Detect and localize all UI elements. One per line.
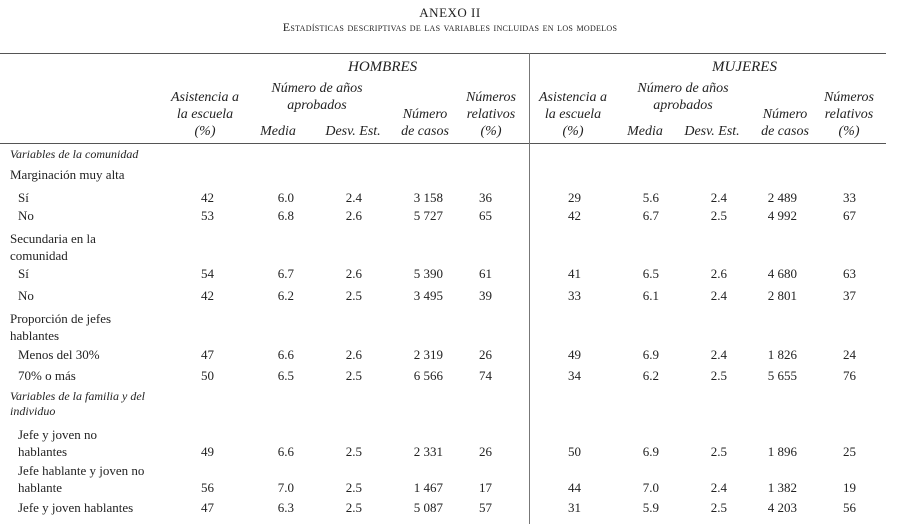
cell-h-3: 1 467 bbox=[413, 480, 443, 495]
cell-m-4: 56 bbox=[843, 500, 856, 515]
cell-m-0: 29 bbox=[568, 190, 581, 205]
cell-m-3: 5 655 bbox=[767, 368, 797, 383]
cell-h-0: 56 bbox=[201, 480, 214, 495]
row-label: No bbox=[18, 208, 34, 223]
cell-m-1: 6.9 bbox=[642, 347, 659, 362]
header-media-m: Media bbox=[627, 124, 663, 139]
cell-h-3: 5 087 bbox=[413, 500, 443, 515]
cell-h-3: 3 495 bbox=[413, 288, 443, 303]
section-comunidad: Variables de la comunidad bbox=[10, 147, 139, 161]
cell-m-1: 6.5 bbox=[642, 266, 659, 281]
cell-h-1: 6.2 bbox=[277, 288, 294, 303]
cell-m-1: 6.7 bbox=[642, 208, 659, 223]
cell-h-4: 36 bbox=[479, 190, 492, 205]
cell-m-2: 2.6 bbox=[710, 266, 727, 281]
header-casos-m: Número de casos bbox=[761, 107, 809, 139]
cell-m-4: 63 bbox=[843, 266, 856, 281]
section-familia: Variables de la familia y del individuo bbox=[10, 389, 145, 418]
header-casos-h: Número de casos bbox=[401, 107, 449, 139]
cell-m-3: 1 896 bbox=[767, 444, 797, 459]
cell-m-1: 5.9 bbox=[642, 500, 659, 515]
cell-m-1: 7.0 bbox=[642, 480, 659, 495]
cell-m-0: 50 bbox=[568, 444, 581, 459]
cell-m-4: 24 bbox=[843, 347, 856, 362]
cell-h-3: 2 331 bbox=[413, 444, 443, 459]
cell-h-2: 2.5 bbox=[345, 480, 362, 495]
row-label: Sí bbox=[18, 266, 29, 281]
cell-m-3: 1 382 bbox=[767, 480, 797, 495]
cell-h-4: 57 bbox=[479, 500, 492, 515]
group-mujeres: MUJERES bbox=[712, 59, 777, 75]
cell-h-1: 7.0 bbox=[277, 480, 294, 495]
cell-m-2: 2.4 bbox=[710, 480, 727, 495]
cell-h-3: 2 319 bbox=[413, 347, 443, 362]
label-marginacion: Marginación muy alta bbox=[10, 167, 125, 182]
cell-m-2: 2.5 bbox=[710, 500, 727, 515]
header-desv-h: Desv. Est. bbox=[325, 124, 381, 139]
row-label: Jefe hablante y joven no hablante bbox=[18, 463, 145, 495]
cell-m-3: 4 203 bbox=[767, 500, 797, 515]
label-proporcion: Proporción de jefes hablantes bbox=[10, 311, 112, 343]
header-media-h: Media bbox=[260, 124, 296, 139]
header-asistencia-m: Asistencia a la escuela (%) bbox=[538, 90, 608, 139]
header-relativos-h: Números relativos (%) bbox=[465, 90, 517, 139]
cell-m-3: 4 992 bbox=[767, 208, 797, 223]
cell-m-0: 34 bbox=[568, 368, 581, 383]
cell-m-2: 2.5 bbox=[710, 208, 727, 223]
header-relativos-m: Números relativos (%) bbox=[823, 90, 875, 139]
cell-h-0: 49 bbox=[201, 444, 214, 459]
cell-m-2: 2.5 bbox=[710, 444, 727, 459]
cell-h-0: 42 bbox=[201, 190, 214, 205]
cell-h-4: 74 bbox=[479, 368, 492, 383]
cell-h-0: 42 bbox=[201, 288, 214, 303]
cell-h-3: 5 390 bbox=[413, 266, 443, 281]
cell-h-2: 2.5 bbox=[345, 288, 362, 303]
cell-m-0: 42 bbox=[568, 208, 581, 223]
cell-m-0: 31 bbox=[568, 500, 581, 515]
cell-m-0: 44 bbox=[568, 480, 581, 495]
cell-h-2: 2.6 bbox=[345, 208, 362, 223]
cell-m-2: 2.4 bbox=[710, 288, 727, 303]
cell-h-4: 26 bbox=[479, 347, 492, 362]
cell-h-0: 54 bbox=[201, 266, 214, 281]
cell-m-1: 5.6 bbox=[642, 190, 659, 205]
cell-h-4: 17 bbox=[479, 480, 492, 495]
cell-m-0: 41 bbox=[568, 266, 581, 281]
cell-m-4: 37 bbox=[843, 288, 856, 303]
cell-h-2: 2.6 bbox=[345, 266, 362, 281]
row-label: Sí bbox=[18, 190, 29, 205]
cell-h-3: 6 566 bbox=[413, 368, 443, 383]
cell-m-1: 6.1 bbox=[642, 288, 659, 303]
top-rule bbox=[0, 53, 886, 54]
cell-h-1: 6.8 bbox=[277, 208, 294, 223]
cell-h-1: 6.0 bbox=[277, 190, 294, 205]
cell-m-2: 2.5 bbox=[710, 368, 727, 383]
cell-m-4: 19 bbox=[843, 480, 856, 495]
cell-h-4: 65 bbox=[479, 208, 492, 223]
cell-h-2: 2.5 bbox=[345, 500, 362, 515]
cell-h-2: 2.4 bbox=[345, 190, 362, 205]
row-label: Jefe y joven no hablantes bbox=[18, 427, 98, 459]
row-label: 70% o más bbox=[18, 368, 76, 383]
cell-h-0: 50 bbox=[201, 368, 214, 383]
cell-m-4: 67 bbox=[843, 208, 856, 223]
cell-h-2: 2.6 bbox=[345, 347, 362, 362]
cell-m-1: 6.9 bbox=[642, 444, 659, 459]
header-anos-m: Número de años aprobados bbox=[637, 81, 729, 113]
row-label: Jefe y joven hablantes bbox=[18, 500, 134, 515]
cell-m-4: 25 bbox=[843, 444, 856, 459]
cell-h-2: 2.5 bbox=[345, 444, 362, 459]
cell-m-4: 76 bbox=[843, 368, 856, 383]
cell-h-4: 39 bbox=[479, 288, 492, 303]
cell-h-1: 6.6 bbox=[277, 444, 294, 459]
row-label: Menos del 30% bbox=[18, 347, 100, 362]
table-subtitle: Estadísticas descriptivas de las variables incluidas en los modelos bbox=[282, 20, 618, 34]
cell-h-4: 61 bbox=[479, 266, 492, 281]
group-hombres: HOMBRES bbox=[348, 59, 418, 75]
cell-h-1: 6.5 bbox=[277, 368, 294, 383]
cell-h-0: 47 bbox=[201, 347, 214, 362]
cell-h-1: 6.6 bbox=[277, 347, 294, 362]
cell-h-4: 26 bbox=[479, 444, 492, 459]
cell-m-3: 2 801 bbox=[767, 288, 797, 303]
cell-h-0: 47 bbox=[201, 500, 214, 515]
cell-m-3: 1 826 bbox=[767, 347, 797, 362]
header-rule bbox=[0, 143, 886, 144]
cell-h-1: 6.7 bbox=[277, 266, 294, 281]
cell-h-3: 5 727 bbox=[413, 208, 443, 223]
cell-h-1: 6.3 bbox=[277, 500, 294, 515]
cell-m-1: 6.2 bbox=[642, 368, 659, 383]
cell-h-0: 53 bbox=[201, 208, 214, 223]
cell-m-2: 2.4 bbox=[710, 347, 727, 362]
cell-m-0: 33 bbox=[568, 288, 581, 303]
cell-m-2: 2.4 bbox=[710, 190, 727, 205]
row-label: No bbox=[18, 288, 34, 303]
cell-m-4: 33 bbox=[843, 190, 856, 205]
label-secundaria: Secundaria en la comunidad bbox=[10, 231, 96, 263]
table-title: ANEXO II bbox=[419, 5, 481, 20]
header-asistencia-h: Asistencia a la escuela (%) bbox=[170, 90, 240, 139]
cell-h-2: 2.5 bbox=[345, 368, 362, 383]
cell-m-3: 4 680 bbox=[767, 266, 797, 281]
cell-m-0: 49 bbox=[568, 347, 581, 362]
header-desv-m: Desv. Est. bbox=[684, 124, 740, 139]
cell-m-3: 2 489 bbox=[767, 190, 797, 205]
cell-h-3: 3 158 bbox=[413, 190, 443, 205]
header-anos-h: Número de años aprobados bbox=[271, 81, 363, 113]
